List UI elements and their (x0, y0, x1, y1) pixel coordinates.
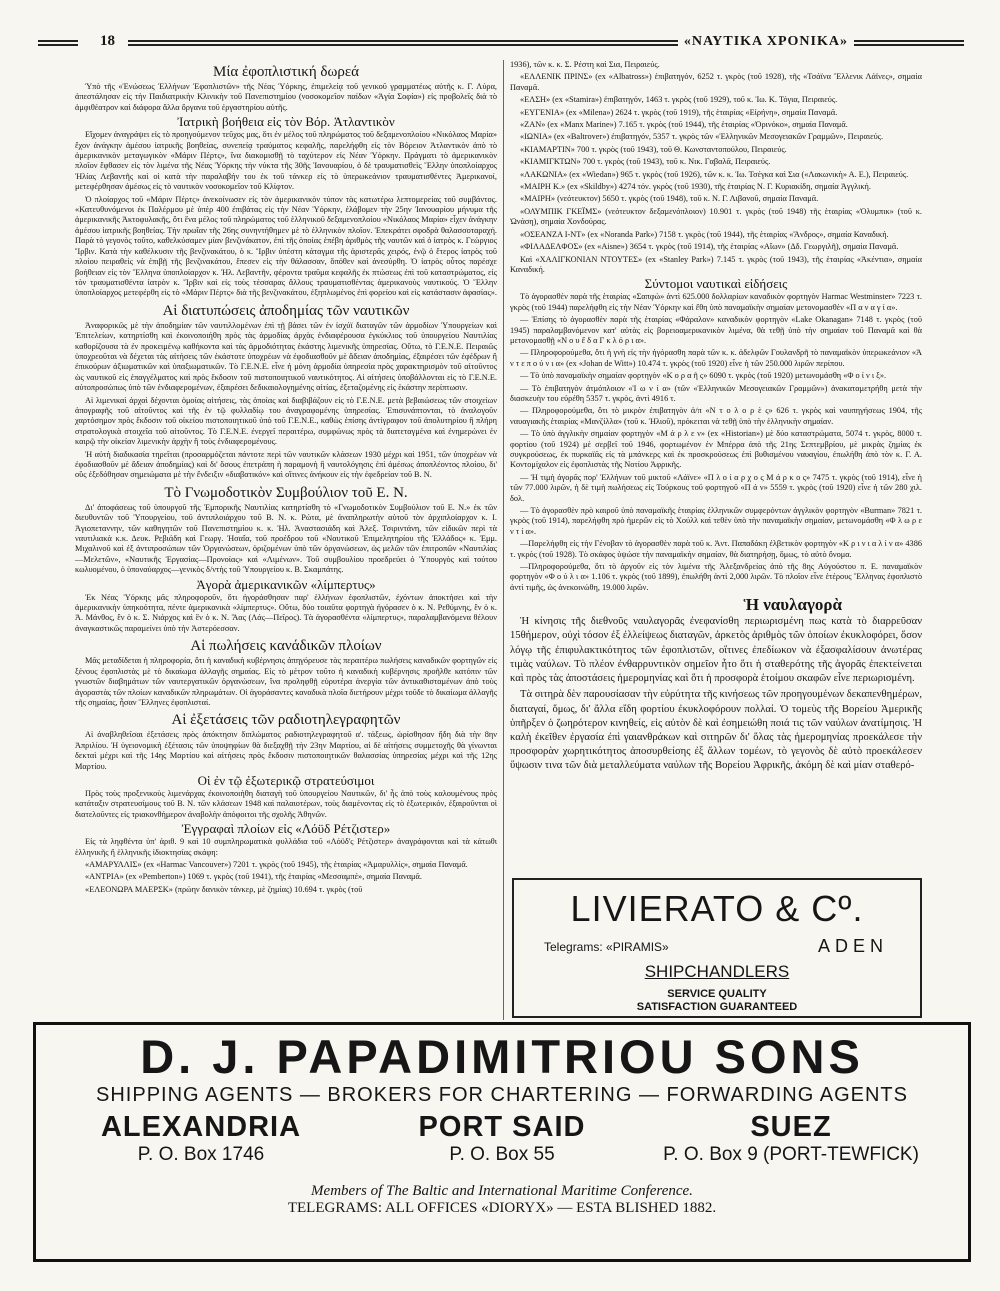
magazine-title: «ΝΑΥΤΙΚΑ ΧΡΟΝΙΚΑ» (678, 34, 854, 50)
heading-freight-market: Ἡ ναυλαγορὰ (743, 595, 842, 615)
ship-entry: «ΖΑΝ» (ex «Manx Marine») 7.165 τ. γκρὸς (τοῦ 1944), τῆς ἑταιρίας «Ὀρινόκο», σημαία Παναμᾶ. (520, 120, 848, 130)
ship-entry: «ΕΛΛΕΝΙΚ ΠΡΙΝΣ» (ex «Albatross») ἐπιβατηγόν, 6252 τ. γκρὸς (τοῦ 1928), τῆς «Τσάϊνα Ἕλλενικ Λάϊνες», σημαία Παναμᾶ. (510, 72, 922, 92)
paragraph: Ὑπὸ τῆς «Ἑνώσεως Ἑλλήνων Ἐφοπλιστῶν» τῆς Νέας Ὑόρκης, ἐπιμελείᾳ τοῦ γενικοῦ γραμματέως αὐτῆς κ. Γ. Λύρα, ἀπεστάλησαν εἰς τὴν Παιδιατρικὴν Κλινικὴν τοῦ Πανεπιστημίου (νοσοκομεῖον παίδων «Ἁγία Σοφία») εἰς προβολεῖς διὰ τὸ ἀμφιθέατρον καὶ διάφορα ἄλλα ὄργανα τοῦ ἐργαστηρίου αὐτῆς. (75, 82, 497, 112)
heading-exams: Αἱ ἐξετάσεις τῶν ραδιοτηλεγραφητῶν (171, 712, 401, 729)
paragraph: Αἱ ἀναβληθεῖσαι ἐξετάσεις πρὸς ἀπόκτησιν διπλώματος ραδιοτηλεγραφητοῦ α'. τάξεως, ὡρίσθησαν ἤδη διὰ τὴν 8ην Ἀπριλίου. Ἡ ὑγειονομικὴ ἐξέτασις τῶν ὑποψηφίων θὰ διεξαχθῇ τὴν 23ην Μαρτίου, αἱ δὲ αἰτήσεις συμμετοχῆς θὰ γίνωνται δεκταὶ μέχρι καὶ τῆς 14ης Μαρτίου καὶ αἰτήσεις πρὸς ἔκδοσιν πιστοποιητικῶν θαλασσίας ὑπηρεσίας μέχρι καὶ τῆς 12ης Μαρτίου. (75, 730, 497, 771)
paragraph: Ἡ αὐτὴ διαδικασία τηρεῖται (προσαρμόζεται πάντοτε περὶ τῶν ναυτικῶν κλάσεων 1930 μέχρι καὶ 1951, τῶν ὑποχρέων νὰ ἐφοδιασθοῦν μὲ ἄδειαν ἀποδημίας) καὶ δι' ὅσους ἐπετράπη ἡ παραμονὴ ἢ ναυτολόγησις ἐπὶ ἀμέσως ἀποπλέοντος πλοίου, δι' οὓς ἐξεδόθησαν σημειώματα μὲ τὴν ἔνδειξιν «διαβατικόν» καὶ οἵτινες ἀνήκουν εἰς τὴν ἐφεδρείαν τοῦ Β. Ν. (75, 449, 497, 480)
office-port-said (377, 1111, 627, 1167)
header-rule-left (38, 40, 78, 42)
ship-entry: «ΕΥΓΕΝΙΑ» (ex «Milena») 2624 τ. γκρὸς (τοῦ 1919), τῆς ἑταιρίας «Εἰρήνη», σημαία Παναμᾶ. (520, 107, 838, 117)
ship-entry: Καὶ «ΧΑΛΙΓΚΟΝΙΑΝ ΝΤΟΥΤΕΣ» (ex «Stanley Park») 7.145 τ. γκρὸς (τοῦ 1943), τῆς ἑταιρίας «Ἀκέντια», σημαία Καναδική. (510, 254, 922, 274)
ship-entry: «ΑΝΤΡΙΑ» (ex «Pemberton») 1069 τ. γκρὸς (τοῦ 1941), τῆς ἑταιρίας «Μεσσαμπέ», σημαία Παναμᾶ. (85, 872, 422, 882)
news-item: — Τὸ ἐπιβατηγὸν ἀτμόπλοιον «Ἰ ω ν ί α» (τῶν «Ἑλληνικῶν Μεσογειακῶν Γραμμῶν») ἀνακαταμετρήθη μετὰ τὴν διασκευὴν του εὐρέθη 5357 τ. γκρὸς, ἀντὶ 4916 τ. (510, 383, 922, 403)
livierato-guarantee: SATISFACTION GUARANTEED (636, 1001, 798, 1013)
livierato-trade: SHIPCHANDLERS (644, 962, 790, 981)
paragraph: Δι' ἀποφάσεως τοῦ ὑπουργοῦ τῆς Ἐμπορικῆς Ναυτιλίας κατηρτίσθη τὸ «Γνωμοδοτικὸν Συμβούλιον τοῦ Ε. Ν.» ἐκ τῶν διευθυντῶν τοῦ Ὑπουργείου, τοῦ ἀντιπλοιάρχου τοῦ Β. Ν. κ. Ρώτα, μὲ ἀναπληρωτὴν αὐτοῦ τὸν ἀρχιπλοίαρχον κ. Ι. Ἀγιοπεταννην, τῶν καθηγητῶν τοῦ Πανεπιστημίου κ. κ. Ἠλ. Ἀναστασιάδη καὶ Ἀλεξ. Τσιριντάνη, τῶν εἰδικῶν περὶ τὰ ναυτιλιακὰ κ.κ. Δευκ. Ρεβιάδη καὶ Γεωργ. Ἠσαΐα, τοῦ προέδρου τοῦ «Ναυτικοῦ Ἐπιμελητηρίου τῆς Ἑλλάδος» κ. Ἐμμ. Μιχαλινοῦ καὶ ἐξ ἀντιπροσώπων τῶν Ὀργανώσεων, ὁριζομένων ὑπὸ τῶν ὁργανώσεων, ὡς μελῶν τῶν ἐπιτροπῶν «Ναυτιλίας—Μελετῶν», «Ναυτικῆς Ἐργασίας—Προνοίας» καὶ «Λιμένων». Τοῦ συμβουλίου προεδρεύει ὁ Ὑπουργὸς καὶ τούτου κωλυομένου, ὁ ὑποναύαρχος—γενικὸς δ/ντὴς τοῦ Ὑπουργείου κ. Β. Σκαμπάτης. (75, 502, 497, 575)
paragraph: Ἀναφορικῶς μὲ τὴν ἀποδημίαν τῶν ναυτιλλομένων ἐπὶ τῇ βάσει τῶν ἐν ἰσχύϊ διαταγῶν τῶν ἁρμοδίων Ὑπουργείων καὶ Ἐπιτελείων, κατηρτίσθη καὶ ἐκοινοποιήθη πρὸς τὰς ἁρμοδίας ἀρχὰς ἐνδιαφέρουσα ἐγκύκλιος τοῦ ὑπουργείου Ναυτιλίας καθορίζουσα τὰ ἐν προκειμένῳ καθήκοντα καὶ τὰς ἁρμοδιότητας ἑκάστης λιμενικῆς ὑπηρεσίας. Οὕτω, τὸ Γ.Ε.Ν.Ε. Πειραιῶς ὑποχρεοῦται νὰ δέχεται τὰς αἰτήσεις τῶν ἑκάστοτε ὑποχρέων νὰ ἐφοδιασθοῦν μὲ ἄδειαν ἀποδημίας, ἐξαιρέσει τῶν ἐφέδρων ἢ ἐπικούρων ἀξιωματικῶν καὶ ὑπαξιωματικῶν. Τὸ Γ.Ε.Ν.Ε. εἶνε ἡ μόνη ἁρμοδία ὑπηρεσία πρὸς χαρακτηρισμὸν τοῦ αἰτοῦντος ὡς ναυτικοῦ εἰς ἐπαγγέλματος καὶ πρὸς ἔκδοσιν τοῦ πιστοποιητικοῦ ναυτικότητος. Αἱ αἰτήσεις ὑποβάλλονται εἰς τὸ Γ.Ε.Ν.Ε. αὐτοπροσώπως ὑπὸ τῶν ἐνδιαφερομένων, ἐξαιρέσει δεδικαιολογημένης αἰτίας, ἐξεταζομένης εἰς ἑκάστην περίπτωσιν. (75, 320, 497, 393)
ship-entry: «ΕΛΣΗ» (ex «Stamira») ἐπιβατηγόν, 1463 τ. γκρὸς (τοῦ 1929), τοῦ κ. Ἰω. Κ. Τόγια, Πειραιεύς. (520, 95, 838, 105)
ship-entry: «ΟΣΕΑΝΖΑ Ι-ΝΤ» (ex «Noranda Park») 7158 τ. γκρὸς (τοῦ 1944), τῆς ἑταιρίας «Ἄνδρος», σημαία Καναδική. (520, 229, 889, 239)
news-item: —Πληροφορούμεθα, ὅτι τὸ ἀργοῦν εἰς τὸν λιμένα τῆς Ἀλεξανδρείας ἀπὸ τῆς 8ης Αὐγούστου π. Ε. παναμαϊκὸν φορτηγὸν «Φ ο ύ λ ι α» 1.106 τ. γκρὸς (τοῦ 1899), ἐπωλήθη ἀντὶ 2,000 λιρῶν. Τὸ πλοῖον εἶνε ἑτέρους Ἕλληνας ἐφοπλιστὸ ἀντὶ τιμῆς, ὡς ἀνεκοινώθη, 19.000 λιρῶν. (510, 562, 922, 592)
livierato-advertisement (512, 878, 922, 1018)
heading-liberty: Ἀγορὰ ἀμερικανικῶν «λίμπερτυς» (196, 576, 376, 592)
paragraph: Ἡ κίνησις τῆς διεθνοῦς ναυλαγορᾶς ἐνεφανίσθη περιωρισμένη πως κατὰ τὸ διαρρεῦσαν 15θήμερον, οὐχὶ τόσον ἐξ ἐλλείψεως διαταγῶν, ἀρκετὸς ἀριθμὸς τῶν ὁποίων ἐκυκλοφόρει, ὅσον λόγῳ τῆς ἐπιφυλακτικότητος τῶν ἐφοπλιστῶν, οἵτινες ἐπεδίωκον νὰ ἐξασφαλίσουν ἀνωτέρας τιμὰς ναύλων. Τὸ πλέον ἐνθαρρυντικὸν σημεῖον ἦτο ὅτι ἡ σταθερότης τῆς ἀγορᾶς ἐπεκτείνεται καὶ πρὸς τὰς ἀποστάσεις ἡμερομηνίας καὶ ὅτι ἡ προσφορὰ ἑτοίμου σκαφῶν εἶνε περιωρισμένη. (510, 616, 922, 685)
ship-entry: «ΜΑΙΡΗ Κ.» (ex «Skildby») 4274 τόν. γκρὸς (τοῦ 1930), τῆς ἑταιρίας Ν. Γ. Κυριακίδη, σημαία Ἀγγλική. (520, 182, 871, 192)
heading-canadian-sales: Αἱ πωλήσεις κανάδικῶν πλοίων (190, 638, 382, 655)
ship-entry: «ΑΜΑΡΥΛΛΙΣ» (ex «Harmac Vancouver») 7201 τ. γκρὸς (τοῦ 1945), τῆς ἑταιρίας «Ἀμαρυλλίς», σημαία Παναμᾶ. (85, 859, 468, 869)
office-alexandria (76, 1111, 326, 1167)
office-city: ALEXANDRIA (100, 1111, 302, 1143)
livierato-city: ADEN (817, 936, 888, 956)
right-column (510, 60, 922, 776)
page-header (38, 32, 964, 54)
livierato-slogan (514, 988, 920, 1014)
office-city: PORT SAID (418, 1111, 586, 1143)
paragraph: Εἴχομεν ἀναγράψει εἰς τὸ προηγούμενον τεῦχος μας, ὅτι ἐν μέλος τοῦ πληρώματος τοῦ δεξαμενοπλοίου «Νικόλαος Μαρία» ἔχον ἀνάγκην ἀμέσου ἰατρικῆς βοηθείας, συνεπείᾳ τραύματος κεφαλῆς, παρελήφθη εἰς τὸν Βόρειον Ἀτλαντικὸν ἀπὸ τὸ ἀμερικανικὸν μεταγωγικὸν «Μάριν Πέρτς», ἵνα διακομισθῇ τὸ ταχύτερον εἰς Νέαν Ὑόρκην. Πράγματι τὸ ἀμερικανικὸν πλοῖον ἔφθασεν εἰς τὸν λιμένα τῆς Νέας Ὑόρκης τὴν νύκτα τῆς 30ῆς Ἰανουαρίου, ὁ δὲ τραυματισθεὶς Ἕλλην ὑποπλοίαρχος Ἠλίας Λεβαντῆς καὶ οἱ κατὰ τὴν παραλαβήν του ἐκ τοῦ τάνκερ εἰς τὸ ὑπερωκεάνιον τραυματισθέντες Ἀμερικανοί, μετεφέρθησαν ἀμέσως εἰς τὸ ναυτικὸν νοσοκομεῖον τοῦ Κλίφτον. (75, 130, 497, 192)
paragraph: Τὰ σιτηρὰ δὲν παρουσίασαν τὴν εὐρύτητα τῆς κινήσεως τῶν προηγουμένων δεκαπενθημέρων, διαταγαί, ὅμως, δι' ἄλλα εἴδη φορτίου ἐκυκλοφόρουν πολλαί. Ὁ τομεὺς τῆς Βορείου Ἀμερικῆς ὑπῆρξεν ὁ ζωηρότερον κινηθείς, εἰς αὐτὸν δὲ καὶ ἐσημειώθη ποιά τις τῶν ναύλων ἀνατίμησις. Ἡ καλὴ ἐκεῖθεν ἐργασία ἐπὶ γαιανθράκων καὶ σιτηρῶν δι' ὅλας τὰς ἡμερομηνίας προεκάλεσε τὴν προσφορὰν χωρητικότητος ἀποσυρθείσης ἐξ ἄλλων τομέων, τὸ γεγονὸς δὲ αὐτὸ προεκάλεσεν ὕψωσιν τινα τῶν διὰ μεταλλεύματα ναύλων τῆς Βορείου Ἀφρικῆς, ἀκόμη δὲ καὶ μίαν σταθερό- (510, 689, 922, 772)
news-item: — Ἡ τιμὴ ἀγορᾶς πορ' Ἑλλήνων τοῦ μικτοῦ «Λάϊνε» «Π λ ο ί α ρ χ ο ς Μ ά ρ κ ο ς» 7475 τ. γκρὸς (τοῦ 1914), εἶνε ἡ τῶν 77.000 λιρῶν, ἡ δὲ τιμὴ πωλήσεως εἰς Τούρκους τοῦ φορτηγοῦ «Π ά ν» 5559 τ. γκρὸς (τοῦ 1920) εἶνε ἡ τῶν 280 χιλ. δολ. (510, 472, 922, 503)
left-column (75, 60, 497, 897)
papadimitriou-offices (36, 1111, 968, 1181)
heading-emigration: Αἱ διατυπώσεις ἀποδημίας τῶν ναυτικῶν (162, 302, 410, 319)
ship-entry: «ΕΛΕΟΝΩΡΑ ΜΑΕΡΣΚ» (πρώην δανικὸν τάνκερ, μὲ ζημίας) 10.694 τ. γκρὸς (τοῦ (85, 884, 363, 894)
office-box: P. O. Box 1746 (137, 1144, 265, 1165)
ship-entry: «ΟΛΥΜΠΙΚ ΓΚΕΪΜΣ» (νεότευκτον δεξαμενόπλοιον) 10.901 τ. γκρὸς (τοῦ 1948) τῆς ἑταιρίας «Ὀλυμπικ» (τοῦ κ. Ὠνάση), σημαία Χονδούρας. (510, 206, 922, 227)
news-item: — Τὸ ὑπὸ ἀγγλικὴν σημαίαν φορτηγὸν «Μ ά ρ λ ε ν» (ex «Historian») μὲ δύο καταστρώματα, 5074 τ. γκρὸς, 8000 τ. φορτίου (τοῦ 1924) μὲ σερβεῖ τοῦ 1946, φορτωμένον ἐν Μπέρρα ἀπὸ τῆς 21ης Σεπτεμβρίου, μὲ μικρὰς ζημίας ἐκ συγκρούσεως, ἐκ πυρκαϊᾶς εἰς τὰ μπάνκερς καὶ ἐκ προσκρούσεως ἐπὶ βυθισμένου ναυαγίου, ἐπωλήθη ἀπὸ τὸν κ. Γ. Α. Κοντομίχαλον εἰς ἐφοπλιστὰς τῆς Νοτίου Ἀφρικῆς. (510, 429, 922, 470)
heading-council: Τὸ Γνωμοδοτικὸν Συμβούλιον τοῦ Ε. Ν. (164, 484, 408, 501)
paragraph: Αἱ λιμενικαὶ ἀρχαὶ δέχονται ὁμοίας αἰτήσεις, τὰς ὁποίας καὶ διαβιβάζουν εἰς τὸ Γ.Ε.Ν.Ε. μετὰ βεβαιώσεως τῶν στοιχείων ἀπογραφῆς τοῦ αἰτοῦντος καὶ τῆς ἐν τῷ φυλλαδίῳ του ἀναγραφομένης ὑπηρεσίας. Ἐπισυνάπτονται, τὸ ἀναλογοῦν χαρτόσημον πρὸς ἔκδοσιν τοῦ οἰκείου πιστοποιητικοῦ ὑπὸ τοῦ Γ.Ε.Ν.Ε., καθὼς ἐπίσης ἀντίγραφον τοῦ ἀπολυτηρίου ἢ πλήρη στρατολογικὰ στοιχεῖα τοῦ αἰτοῦντος. Τὸ Γ.Ε.Ν.Ε. ἐνεργεῖ περαιτέρω, συμφώνως πρὸς τὰ διατεταγμένα καὶ ἐνημερώνει ἐν καιρῷ τὴν οἰκείαν λιμενικὴν ἀρχὴν ἢ τοὺς ἐνδιαφερομένους. (75, 395, 497, 447)
office-city: SUEZ (750, 1111, 832, 1143)
ship-entry: «ΙΩΝΙΑ» (ex «Baltrover») ἐπιβατηγόν, 5357 τ. γκρὸς τῶν «Ἑλληνικῶν Μεσογειακῶν Γραμμῶν», Πειραιεύς. (520, 132, 884, 142)
ship-entry: «ΛΑΚΩΝΙΑ» (ex «Wiedan») 965 τ. γκρὸς (τοῦ 1926), τῶν κ. κ. Ἰω. Τσέγκα καὶ Σια («Λακωνικὴ» Α. Ε.), Πειραιεύς. (520, 169, 909, 179)
ship-entry: «ΚΙΑΜΑΡΤΙΝ» 700 τ. γκρὸς (τοῦ 1943), τοῦ Θ. Κωνσταντοπούλου, Πειραιεύς. (520, 144, 787, 154)
ship-entry: «ΚΙΑΜΙΓΚΤΩΝ» 700 τ. γκρὸς (τοῦ 1943), τοῦ κ. Νικ. Γαβαλᾶ, Πειραιεύς. (520, 157, 771, 167)
papadimitriou-advertisement (33, 1022, 971, 1262)
office-suez (636, 1111, 946, 1167)
papadimitriou-members: Members of The Baltic and International Maritime Conference. (311, 1183, 693, 1199)
office-box: P. O. Box 9 (PORT-TEWFICK) (663, 1144, 919, 1165)
paragraph: Πρὸς τοὺς προξενικοὺς λιμενάρχας ἐκοινοποιήθη διαταγὴ τοῦ ὑπουργείου Ναυτικῶν, δι' ἧς ἀπὸ τοὺς καλουμένους πρὸς κατάταξιν στρατευσίμους τοῦ Β. Ν. τῶν κλάσεων 1948 καὶ παλαιοτέρων, τοὺς διαμένοντας εἰς τὸ ἐξωτερικόν, ἐξαιροῦνται οἱ διατελοῦντες εἰς τριακονθήμερον ἀναβολὴν ἀπόφοιτοι τῆς σχολῆς Ἀθηνῶν. (75, 788, 497, 819)
news-item: —Παρελήφθη εἰς τὴν Γένοβαν τὸ ἀγορασθὲν παρὰ τοῦ κ. Ἀντ. Παπαδάκη ἐλβετικὸν φορτηγὸν «Κ ρ ι ν ι α λ ί ν α» 4386 τ. γκρὸς (τοῦ 1928). Τὸ σκάφος ὑψώσε τὴν παναμαϊκὴν σημαίαν, θὰ διατηρήσῃ, ὅμως, τὸ αὐτὸ ὄνομα. (510, 539, 922, 559)
livierato-telegrams: Telegrams: «PIRAMIS» (544, 940, 669, 954)
paragraph: Εἰς τὰ ληφθέντα ὑπ' ἀριθ. 9 καὶ 10 συμπληρωματικὰ φυλλάδια τοῦ «Λόϋδ'ς Ρέτζιστερ» ἀναγράφονται καὶ τὰ κάτωθι ἑλληνικῆς ἢ ἑλληνικῆς ἰδιοκτησίας σκάφη: (75, 837, 497, 857)
papadimitriou-name: D. J. PAPADIMITRIOU SONS (140, 1030, 864, 1083)
news-item: — Πληροφορούμεθα, ὅτι τὸ μικρὸν ἐπιβατηγὸν ἀ/π «Ν τ ο λ ο ρ ὲ ς» 626 τ. γκρὸς καὶ ναυπηγήσεως 1904, τῆς ναυαγιακῆς ἑταιρίας «Μανζίλλα» (τοῦ κ. Ἡλιοῦ), πρόκειται νὰ τεθῇ ὑπὸ τὴν ἑλληνικὴν σημαίαν. (510, 406, 922, 426)
ship-entry: «ΜΑΙΡΗ» (νεότευκτον) 5650 τ. γκρὸς (τοῦ 1948), τοῦ κ. Ν. Γ. Λιβανοῦ, σημαία Παναμᾶ. (520, 194, 819, 204)
news-item: — Τὸ ὑπὸ παναμαϊκὴν σημαίαν φορτηγὸν «Κ ο ρ α ῆ ς» 6090 τ. γκρὸς (τοῦ 1920) μετωνομάσθη «Φ ο ί ν ι ξ». (520, 371, 887, 381)
ship-entry: 1936), τῶν κ. κ. Σ. Ρέστη καὶ Σια, Πειραιεύς. (510, 60, 660, 69)
heading-short-news: Σύντομοι ναυτικαὶ εἰδήσεις (644, 276, 788, 292)
column-divider (503, 60, 504, 1020)
news-item: — Πληροφορούμεθα, ὅτι ἡ γνὴ εἰς τὴν ἠγόρασθη παρὰ τῶν κ. κ. ἀδελφῶν Γουλανδρῆ τὸ παναμαϊκὸν ὑπερωκεάνιον «Ἀ ν τ ε π ο ύ ν ι α» (ex «Johan de Witt») 10.474 τ. γκρὸς (τοῦ 1920) εἶνε ἡ τῶν 250.000 λιρῶν περίπου. (510, 348, 922, 368)
header-rule-left-2 (38, 44, 78, 46)
news-item: — Ἐπίσης τὸ ἀγορασθὲν παρὰ τῆς ἑταιρίας «Φάραλον» καναδικὸν φορτηγὸν «Lake Okanagan» 7148 τ. γκρὸς (τοῦ 1945) παραλαμβανόμενον κατ' αὐτὰς εἰς βορειοαμερικανικὸν λιμένα, θὰ τεθῇ ὑπὸ τὴν σημαίαν τοῦ Παναμᾶ καὶ θὰ μετονομασθῇ «Ν ο υ ἔ δ α Γ κ λ ό ρ ι α». (510, 315, 922, 345)
page-number: 18 (100, 33, 115, 49)
heading-conscripts: Οἱ ἐν τῷ ἐξωτερικῷ στρατεύσιμοι (197, 772, 375, 788)
papadimitriou-telegrams: TELEGRAMS: ALL OFFICES «DIORYX» — ESTA BLISHED 1882. (287, 1200, 717, 1216)
paragraph: Μᾶς μεταδίδεται ἡ πληροφορία, ὅτι ἡ καναδικὴ κυβέρνησις ἀπηγόρευσε τὰς περαιτέρω πωλήσεις καναδικῶν φορτηγῶν εἰς ξένους ἐφοπλιστὰς μὲ τὸ δικαίωμα ἀλλαγῆς σημαίας. Εἰς τὸ μέτρον τοῦτο ἡ καναδικὴ κυβέρνησις προῆλθε κατόπιν τῶν γνωστῶν διαβημάτων τῶν ναυτεργατικῶν ὀργανώσεων, ἵνα προληφθῇ εὐρυτέρα ἀνεργία τῶν ἀντικαθισταμένων ἀπὸ τοὺς ἀγοραστὰς τῶν πλοίων καναδικῶν πληρωμάτων. Οἱ ἀγοράσαντες καναδικὰ πλοῖα διετήρουν μέχρι τοῦδε τὸ δικαίωμα ἀλλαγῆς τῆς σημαίας, ἦσαν Ἕλληνες ἐφοπλισταί. (75, 656, 497, 707)
heading-donation: Μία ἐφοπλιστική δωρεά (212, 64, 360, 80)
office-box: P. O. Box 55 (449, 1144, 555, 1165)
news-item: Τὸ ἀγορασθὲν παρὰ τῆς ἑταιρίας «Σαπφὼ» ἀντὶ 625.000 δολλαρίων καναδικὸν φορτηγὸν Harmac Westminster» 7223 τ. γκρὸς (τοῦ 1944) παρελήφθη εἰς τὴν Νέαν Ὑόρκην καὶ ἔθη ὑπὸ παναμαϊκὴν σημαίαν μετονομασθὲν «Π α ν α γ ί α». (510, 292, 922, 312)
heading-lloyds: Ἐγγραφαὶ πλοίων εἰς «Λόϋδ Ρέτζιστερ» (181, 821, 391, 837)
livierato-name: LIVIERATO & Cº. (570, 888, 864, 929)
news-item: — Τὸ ἀγορασθὲν πρὸ καιροῦ ὑπὸ παναμαϊκῆς ἑταιρίας ἑλληνικῶν συμφερόντων ἀγγλικὸν φορτηγὸν «Burman» 7821 τ. γκρὸς (τοῦ 1914), παρελήφθη πρὸ ἡμερῶν εἰς τὸ Χούλλ καὶ τεθὲν ὑπὸ τὴν παναμαϊκὴν σημαίαν, μετωνομάσθη «Φ λ ω ρ ε ν τ ί α». (510, 506, 922, 536)
paragraph: Ἐκ Νέας Ὑόρκης μᾶς πληροφοροῦν, ὅτι ἠγοράσθησαν παρ' ἑλλήνων ἐφοπλιστῶν, ἐχόντων ἀποκτήσει καὶ τὴν ἀμερικανικὴν ὑπηκοότητα, πέντε ἀμερικανικὰ «λίμπερτυς». Οὕτω, δύο τοιαῦτα φορτηγὰ ἠγόρασεν ὁ κ. Ν. Ρεθύμνης, ἓν ὁ κ. Ἀ. Μάνθος, ἓν ὁ κ. Σ. Νιάρχος καὶ ἓν ὁ κ. Ν. Ἄας (Λάς—Πεῖρος). Τὰ ἀγορασθέντα «λίμπερτυς», παραλαμβανόμενα θέλουν ἀναγκαστικῶς παραμείνει ὑπὸ τὴν Ἀστερόεσσαν. (75, 592, 497, 633)
papadimitriou-services: SHIPPING AGENTS — BROKERS FOR CHARTERING — FORWARDING AGENTS (96, 1084, 908, 1106)
heading-medical-aid: Ἰατρικὴ βοήθεια εἰς τὸν Βόρ. Ἀτλαντικὸν (177, 114, 395, 130)
paragraph: Ὁ πλοίαρχος τοῦ «Μάριν Πέρτς» ἀνεκοίνωσεν εἰς τὸν ἀμερικανικὸν τύπον τὰς κατωτέρω λεπτομερείας τοῦ συμβάντος. «Κατευθυνόμενοι ἐκ Παλέρμου μὲ ὑπὲρ 400 ἐπιβάτας εἰς τὴν Νέαν Ὑόρκην, ἐλάβομεν τὴν 25ην Ἰανουαρίου μήνυμα τῆς ἀμερικανικῆς Ἀκτοφυλακῆς, ὅτι ἕνα μέλος τοῦ πληρώματος τοῦ ἑλληνικοῦ δεξαμενοπλοίου «Νικόλαος Μαρία» εἶχεν ἀνάγκην ἀμέσου ἰατρικῆς βοηθείας. Τὴν πρωΐαν τῆς 26ης συνηντήθημεν μὲ τὸ ἑλληνικὸν πλοῖον. Ἐπεκράτει σφοδρὰ θαλασσοταραχή. Παρὰ τὸ γεγονὸς τοῦτο, καθελκύσαμεν μίαν βενζινάκατον, ἐπὶ τῆς ὁποίας ἐπέβη ἀριθμὸς τῆς ναυτῶν καὶ ὁ ἰατρὸς κ. Γεώργιος Ἴρβιν. Κατὰ τὴν καθέλκυσιν τῆς βενζινακάτου, ὁ κ. Ἴρβιν ὑπέστη κάταγμα τῆς ἀριστερᾶς χειρός, ἐνῷ ὁ ἕτερος ἰατρὸς τοῦ πλοίου πειραθεὶς νὰ ἐπιβῇ τῆς βενζινακάτου, ἔπεσεν εἰς τὴν θάλασσαν, ὅπόθεν καὶ ἀνεσύρθη. Ὁ ἰατρὸς οὗτος παρέσχε βοήθειαν εἰς τὸν Ἕλληνα ὑποπλοίαρχον κ. Ἠλ. Λεβαντῆν, φέροντα τραῦμα κεφαλῆς ἐκ πτώσεως ἐπὶ τοῦ καταστρώματος, εἰς τὸν τραυματισθέντα ἰατρὸν κ. Ἴρβιν καὶ εἰς τοὺς τέσσαρας ἄλλους τραυματισθέντας ἀμερικανοὺς ναυτικούς. Ὁ Ἕλλην ὑποπλοίαρχος μετεφέρθη εἰς τὸ «Μάριν Πέρτς» διὰ τῆς βενζινακάτου, ἐξηπλωμένος ἐπὶ φορείου καὶ εἰς κατάστασιν ἀφασίας». (75, 194, 497, 298)
ship-entry: «ΦΙΛΑΔΕΛΦΟΣ» (ex «Aisne») 3654 τ. γκρὸς (τοῦ 1914), τῆς ἑταιρίας «Αἴων» (Δδ. Γεωργιλῆ), σημαία Παναμᾶ. (520, 242, 899, 252)
livierato-service: SERVICE QUALITY (667, 988, 767, 1000)
